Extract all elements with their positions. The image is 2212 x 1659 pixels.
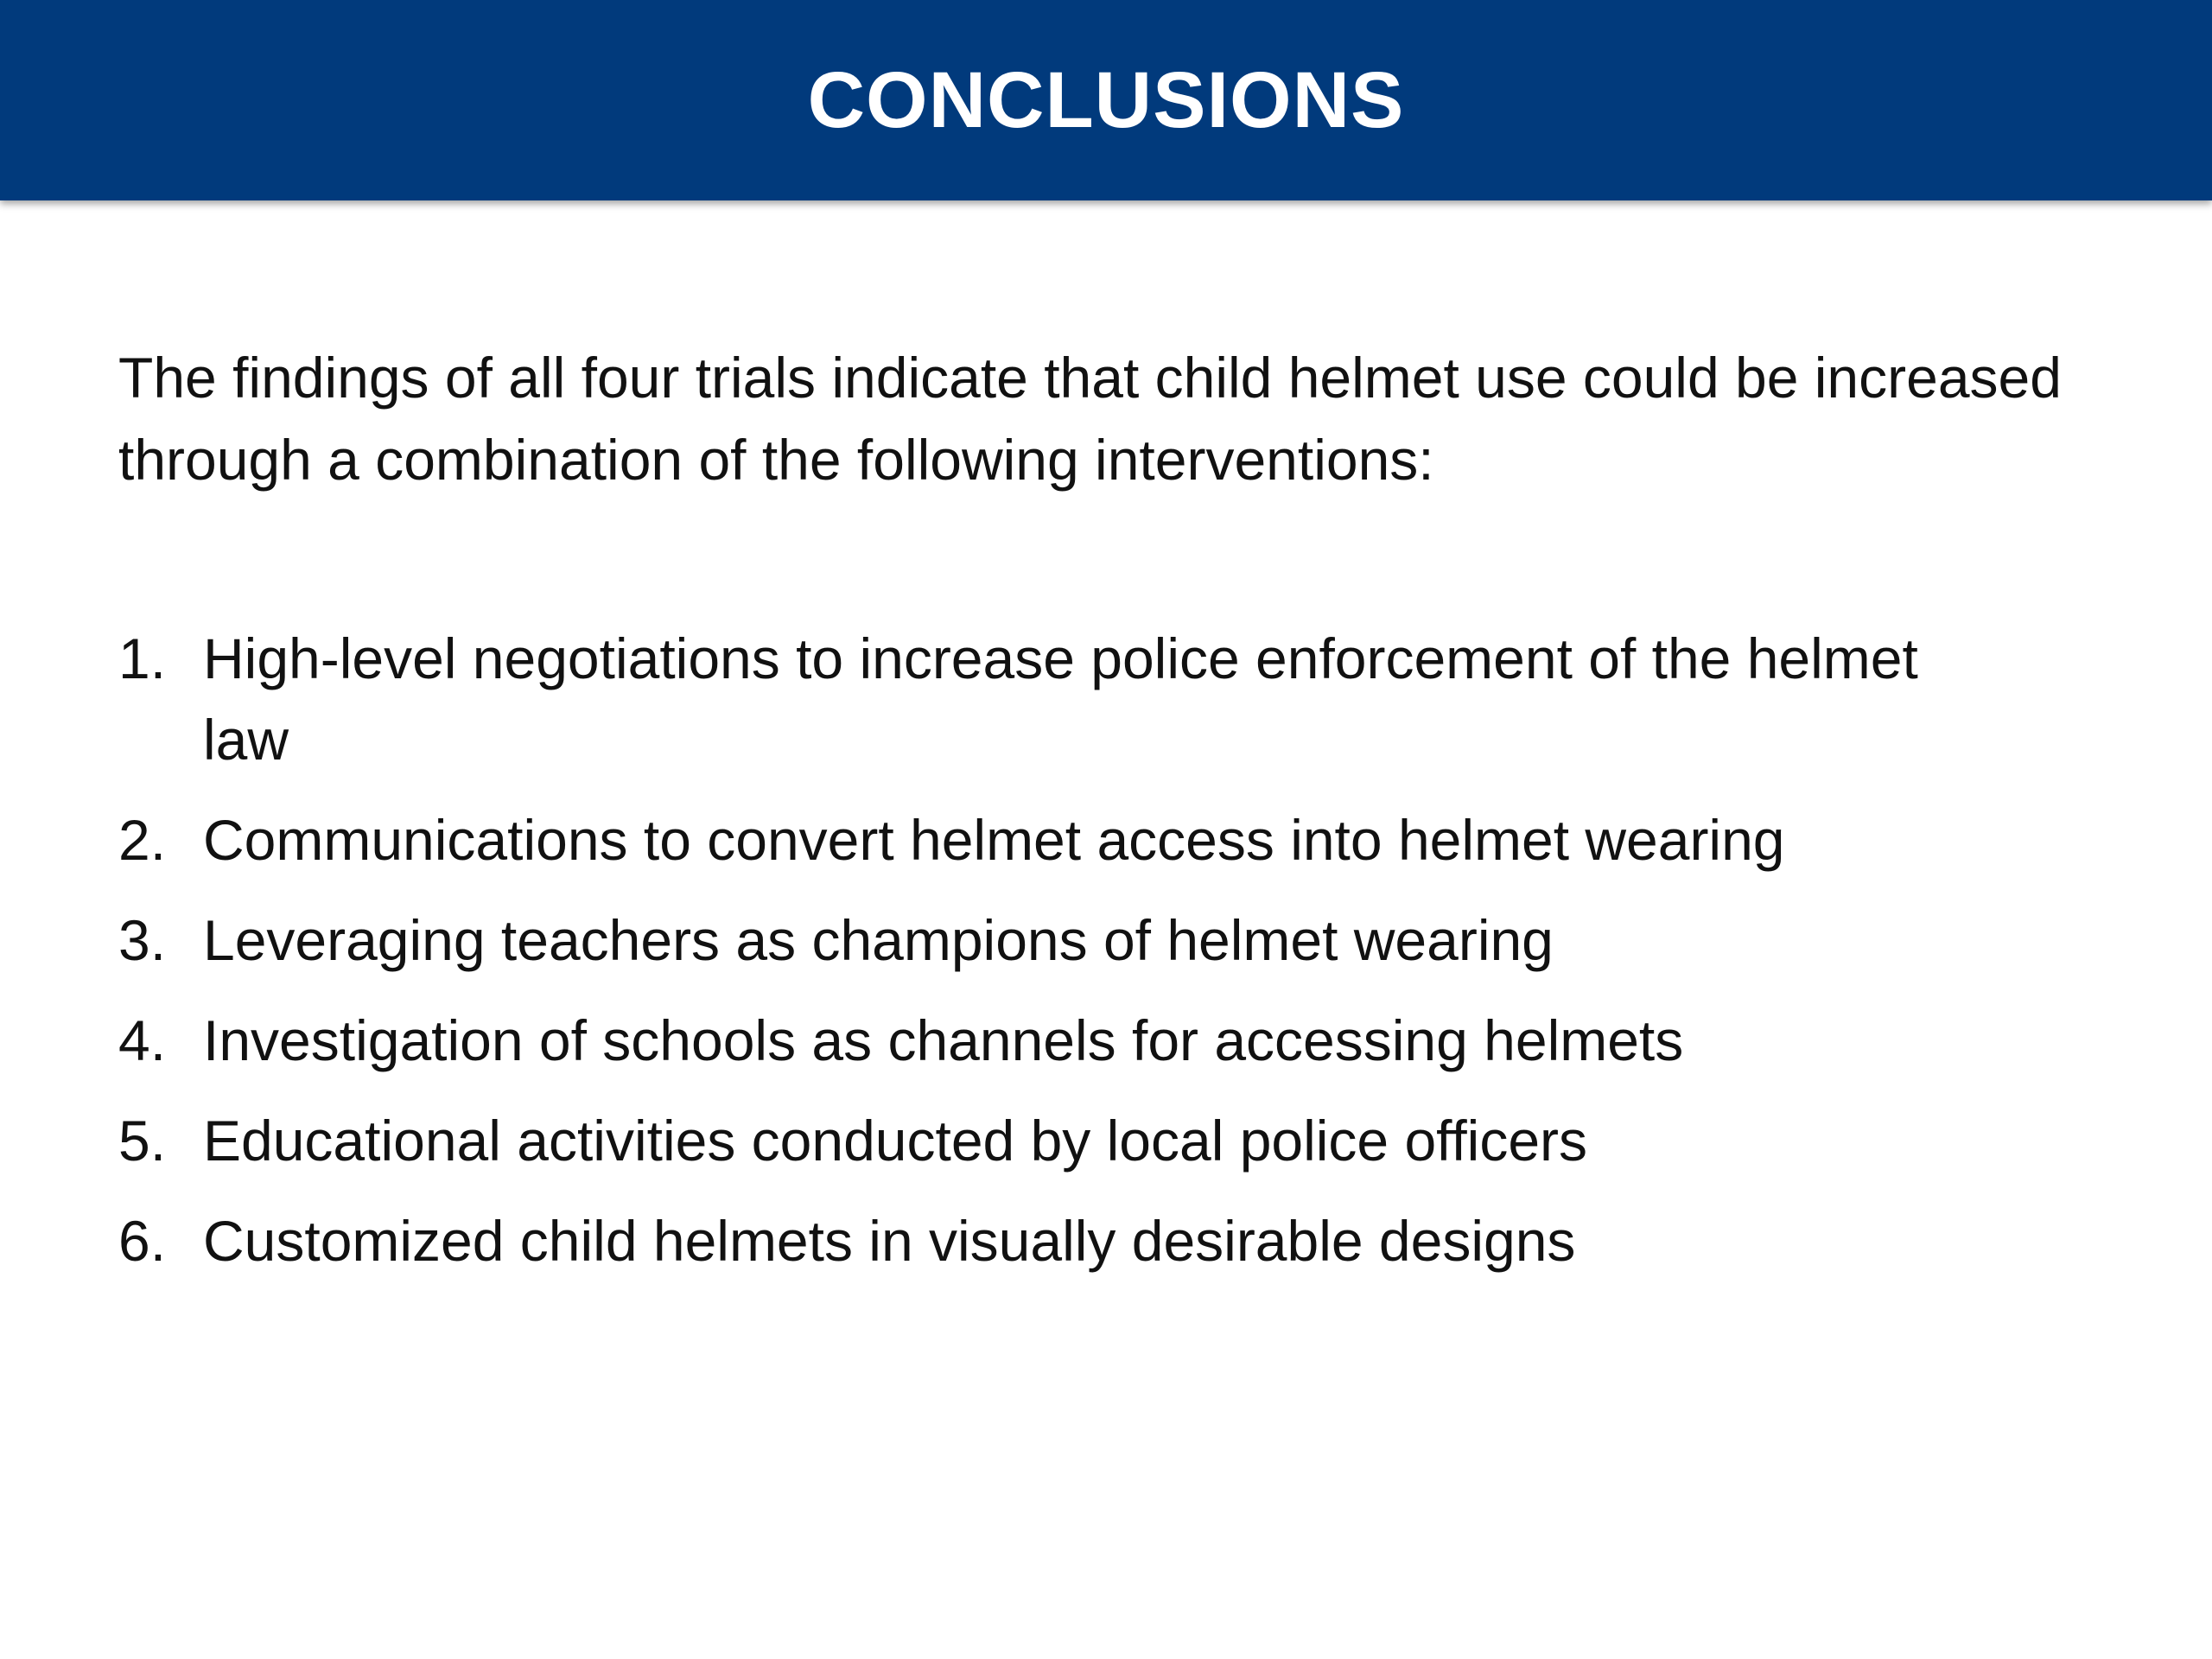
list-item-text: Customized child helmets in visually desirable designs xyxy=(203,1209,1576,1273)
list-item-text: Leveraging teachers as champions of helmet wearing xyxy=(203,908,1554,972)
list-item xyxy=(118,1200,2106,1281)
list-item-text: Investigation of schools as channels for accessing helmets xyxy=(203,1008,1684,1072)
slide-title: CONCLUSIONS xyxy=(807,56,1405,144)
list-item-number: 6. xyxy=(118,1209,167,1273)
list-item xyxy=(118,1100,2106,1181)
interventions-list xyxy=(118,618,2106,1300)
list-item-text: High-level negotiations to increase police enforcement of the helmet law xyxy=(203,626,1918,772)
list-item-number: 1. xyxy=(118,626,167,690)
list-item xyxy=(118,799,2106,880)
intro-paragraph: The findings of all four trials indicate that child helmet use could be increased through a combination of the following interventions: xyxy=(118,346,2062,492)
list-item-number: 5. xyxy=(118,1109,167,1173)
list-item xyxy=(118,899,2106,981)
title-banner xyxy=(0,0,2212,200)
list-item-text: Communications to convert helmet access into helmet wearing xyxy=(203,808,1785,872)
list-item-number: 3. xyxy=(118,908,167,972)
list-item-number: 2. xyxy=(118,808,167,872)
list-item-text: Educational activities conducted by local police officers xyxy=(203,1109,1588,1173)
list-item-number: 4. xyxy=(118,1008,167,1072)
list-item xyxy=(118,1000,2106,1081)
list-item xyxy=(118,618,2106,780)
